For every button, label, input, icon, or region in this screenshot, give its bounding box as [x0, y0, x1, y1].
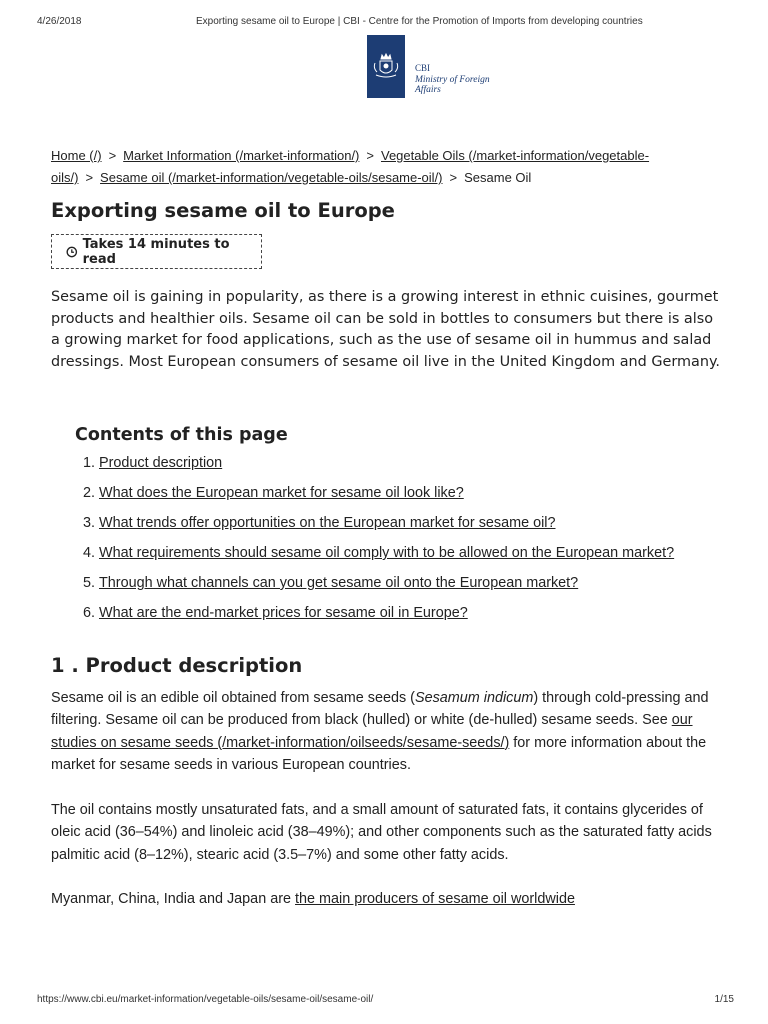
text-run: Sesame oil is an edible oil obtained from sesame seeds (: [51, 689, 415, 706]
table-of-contents: [75, 422, 721, 625]
intro-paragraph: Sesame oil is gaining in popularity, as there is a growing interest in ethnic cuisines, gourmet products and healthier oils. Sesame oil can be sold in bottles to consumers but there is also a growing market for food applications, such as the use of sesame oil in hummus and salad dressings. Most European consumers of sesame oil live in the United Kingdom and Germany.: [51, 289, 721, 370]
toc-item: [99, 542, 721, 565]
text-run: Myanmar, China, India and Japan are: [51, 891, 295, 907]
breadcrumb-separator: >: [85, 170, 94, 185]
breadcrumb-sesame-oil[interactable]: Sesame oil (/market-information/vegetable-oils/sesame-oil/): [100, 170, 443, 185]
logo-org-name: CBI: [415, 63, 431, 73]
read-time-label: Takes 14 minutes to read: [82, 236, 230, 267]
toc-item: [99, 602, 721, 625]
breadcrumb-market-information[interactable]: Market Information (/market-information/): [123, 148, 360, 163]
breadcrumb-home[interactable]: Home (/): [51, 148, 102, 163]
breadcrumb-vegetable-oils[interactable]: Vegetable Oils (/market-information/vegetable-oils/): [51, 148, 650, 185]
toc-heading: Contents of this page: [75, 425, 288, 445]
coat-of-arms-icon: [367, 35, 405, 98]
toc-link-european-market[interactable]: What does the European market for sesame oil look like?: [99, 485, 464, 501]
page-counter: 1/15: [714, 994, 734, 1005]
print-header: [0, 16, 768, 32]
main-content: [51, 145, 721, 911]
toc-item: [99, 572, 721, 595]
print-page-title: Exporting sesame oil to Europe | CBI - Centre for the Promotion of Imports from developing countries: [196, 16, 643, 27]
section-heading-product-description: 1 . Product description: [51, 653, 303, 677]
read-time-box: [51, 234, 262, 269]
toc-link-requirements[interactable]: What requirements should sesame oil comply with to be allowed on the European market?: [99, 545, 675, 561]
product-description-paragraph-2: The oil contains mostly unsaturated fats, and a small amount of saturated fats, it contains glycerides of oleic acid (36–54%) and linoleic acid (38–49%); and other components such as the saturated fatty acids palmitic acid (8–12%), stearic acid (3.5–7%) and some other fatty acids.: [51, 801, 712, 863]
print-url: https://www.cbi.eu/market-information/vegetable-oils/sesame-oil/sesame-oil/: [37, 994, 374, 1005]
text-run: for more information about the market for sesame seeds in various European countries.: [51, 734, 707, 773]
logo-ministry-name: Ministry of Foreign Affairs: [415, 75, 490, 95]
breadcrumb-separator: >: [366, 148, 374, 163]
product-description-paragraph-3: [51, 888, 721, 911]
main-producers-link[interactable]: the main producers of sesame oil worldwide: [295, 891, 575, 907]
breadcrumb-separator: >: [108, 148, 117, 163]
breadcrumb-separator: >: [449, 170, 458, 185]
breadcrumb: [51, 145, 721, 189]
toc-item: [99, 512, 721, 535]
print-date: 4/26/2018: [37, 16, 82, 27]
latin-name: Sesamum indicum: [414, 689, 534, 706]
toc-list: [75, 452, 721, 625]
page-title: Exporting sesame oil to Europe: [51, 199, 395, 222]
print-footer: [0, 994, 768, 1010]
text-run: ) through cold-pressing and filtering. Sesame oil can be produced from black (hulled) or white (de-hulled) sesame seeds. See: [51, 689, 709, 728]
clock-icon: [66, 246, 78, 258]
toc-link-trends[interactable]: What trends offer opportunities on the European market for sesame oil?: [99, 515, 556, 531]
toc-link-prices[interactable]: What are the end-market prices for sesame oil in Europe?: [99, 605, 468, 621]
cbi-logo[interactable]: [367, 35, 517, 98]
sesame-seeds-studies-link[interactable]: our studies on sesame seeds (/market-information/oilseeds/sesame-seeds/): [51, 712, 693, 751]
toc-link-channels[interactable]: Through what channels can you get sesame oil onto the European market?: [99, 575, 579, 591]
toc-link-product-description[interactable]: Product description: [99, 455, 223, 471]
product-description-paragraph-1: [51, 687, 721, 777]
toc-item: [99, 452, 721, 475]
breadcrumb-current: Sesame Oil: [464, 170, 532, 185]
toc-item: [99, 482, 721, 505]
